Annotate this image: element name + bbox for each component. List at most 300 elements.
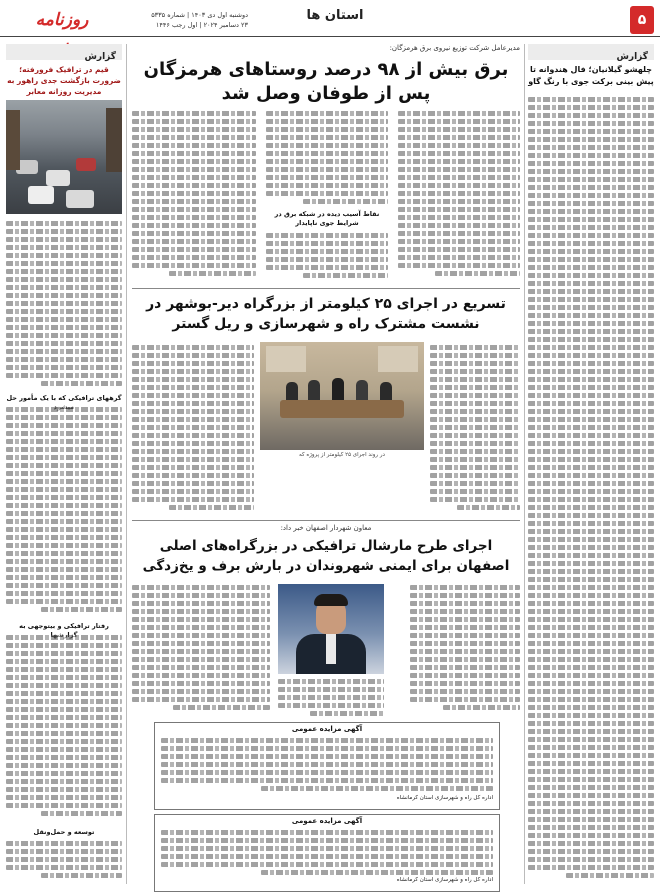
text-line xyxy=(528,105,654,110)
text-line xyxy=(410,673,520,678)
text-line xyxy=(528,841,654,846)
text-line xyxy=(6,415,122,420)
text-line xyxy=(6,423,122,428)
text-line xyxy=(132,135,256,140)
text-line xyxy=(161,778,493,783)
text-line xyxy=(566,873,654,878)
text-line xyxy=(266,257,388,262)
text-line xyxy=(6,479,122,484)
text-line xyxy=(278,687,384,692)
text-line xyxy=(528,369,654,374)
text-line xyxy=(6,787,122,792)
text-line xyxy=(132,231,256,236)
text-line xyxy=(398,239,520,244)
text-line xyxy=(161,862,493,867)
text-line xyxy=(132,441,254,446)
text-line xyxy=(398,263,520,268)
text-line xyxy=(6,795,122,800)
text-line xyxy=(266,191,388,196)
text-line xyxy=(398,183,520,188)
text-line xyxy=(410,633,520,638)
text-line xyxy=(132,143,256,148)
text-line xyxy=(6,583,122,588)
article-body-col3 xyxy=(132,344,254,514)
text-line xyxy=(528,521,654,526)
text-line xyxy=(528,97,654,102)
subhead: رفتار ترافیکی و بیتوجهی به xyxy=(19,622,109,630)
text-line xyxy=(528,121,654,126)
article-body-col3 xyxy=(132,584,270,718)
right-column xyxy=(528,44,654,884)
text-line xyxy=(266,127,388,132)
text-line xyxy=(6,333,122,338)
issue-info xyxy=(118,10,248,30)
text-line xyxy=(278,703,384,708)
text-line xyxy=(528,865,654,870)
text-line xyxy=(6,439,122,444)
text-line xyxy=(132,255,256,260)
text-line xyxy=(398,207,520,212)
text-line xyxy=(6,431,122,436)
text-line xyxy=(6,261,122,266)
text-line xyxy=(528,641,654,646)
text-line xyxy=(41,607,122,612)
text-line xyxy=(132,159,256,164)
text-line xyxy=(41,381,122,386)
text-line xyxy=(430,449,520,454)
text-line xyxy=(430,345,520,350)
text-line xyxy=(528,857,654,862)
text-line xyxy=(132,207,256,212)
text-line xyxy=(161,770,493,775)
text-line xyxy=(132,433,254,438)
text-line xyxy=(528,193,654,198)
text-line xyxy=(528,449,654,454)
text-line xyxy=(6,447,122,452)
text-line xyxy=(132,167,256,172)
text-line xyxy=(6,527,122,532)
text-line xyxy=(528,705,654,710)
text-line xyxy=(132,481,254,486)
text-line xyxy=(6,317,122,322)
text-line xyxy=(132,361,254,366)
text-line xyxy=(6,857,122,862)
text-line xyxy=(410,601,520,606)
text-line xyxy=(132,401,254,406)
text-line xyxy=(430,393,520,398)
text-line xyxy=(6,841,122,846)
text-line xyxy=(6,635,122,640)
notice-body xyxy=(161,737,493,793)
text-line xyxy=(6,651,122,656)
text-line xyxy=(132,263,256,268)
text-line xyxy=(528,377,654,382)
text-line xyxy=(528,129,654,134)
article-body-mid xyxy=(6,406,122,618)
photo-caption: در روند اجرای ۲۵ کیلومتر از پروژه که xyxy=(299,452,385,458)
text-line xyxy=(132,449,254,454)
text-line xyxy=(528,473,654,478)
text-line xyxy=(528,761,654,766)
text-line xyxy=(528,417,654,422)
text-line xyxy=(528,361,654,366)
text-line xyxy=(6,325,122,330)
notice-box xyxy=(154,814,500,892)
text-line xyxy=(132,223,256,228)
headline: اجرای طرح مارشال ترافیکی در بزرگراه‌های اصلی اصفهان برای ایمنی شهروندان در بارش برف و یخ‌زدگی xyxy=(142,538,510,574)
text-line xyxy=(528,649,654,654)
text-line xyxy=(6,487,122,492)
text-line xyxy=(132,585,270,590)
text-line xyxy=(528,345,654,350)
text-line xyxy=(261,870,493,875)
text-line xyxy=(132,119,256,124)
text-line xyxy=(528,537,654,542)
text-line xyxy=(528,505,654,510)
text-line xyxy=(266,151,388,156)
text-line xyxy=(528,265,654,270)
text-line xyxy=(528,241,654,246)
text-line xyxy=(528,425,654,430)
text-line xyxy=(266,111,388,116)
text-line xyxy=(266,167,388,172)
article-body xyxy=(528,96,654,884)
text-line xyxy=(132,625,270,630)
text-line xyxy=(303,199,388,204)
text-line xyxy=(6,691,122,696)
article-body-col1 xyxy=(410,584,520,714)
text-line xyxy=(528,313,654,318)
text-line xyxy=(6,667,122,672)
notice-title: آگهی مزایده عمومی xyxy=(291,725,363,733)
text-line xyxy=(6,301,122,306)
text-line xyxy=(410,649,520,654)
text-line xyxy=(6,463,122,468)
text-line xyxy=(430,457,520,462)
text-line xyxy=(132,473,254,478)
column-label xyxy=(528,44,654,60)
text-line xyxy=(310,711,384,716)
subhead: نقاط آسیب دیده در شبکه برق در شرایط جوی ناپایدار xyxy=(274,210,380,227)
text-line xyxy=(528,441,654,446)
text-line xyxy=(6,365,122,370)
article-body-top xyxy=(6,220,122,390)
text-line xyxy=(528,553,654,558)
text-line xyxy=(6,731,122,736)
text-line xyxy=(430,361,520,366)
text-line xyxy=(278,695,384,700)
article-body-col2b xyxy=(266,232,388,282)
text-line xyxy=(6,285,122,290)
text-line xyxy=(161,762,493,767)
text-line xyxy=(528,297,654,302)
text-line xyxy=(132,183,256,188)
text-line xyxy=(528,785,654,790)
issue-date-line-2: ۲۳ دسامبر ۲۰۲۴ | اول رجب ۱۴۴۶ xyxy=(155,21,248,29)
text-line xyxy=(266,119,388,124)
article-body-col2 xyxy=(278,678,384,718)
text-line xyxy=(528,689,654,694)
text-line xyxy=(6,675,122,680)
text-line xyxy=(398,167,520,172)
text-line xyxy=(6,269,122,274)
text-line xyxy=(528,409,654,414)
text-line xyxy=(132,633,270,638)
text-line xyxy=(132,127,256,132)
text-line xyxy=(6,803,122,808)
text-line xyxy=(132,353,254,358)
text-line xyxy=(132,239,256,244)
text-line xyxy=(132,657,270,662)
text-line xyxy=(132,345,254,350)
text-line xyxy=(398,119,520,124)
text-line xyxy=(528,273,654,278)
text-line xyxy=(398,215,520,220)
text-line xyxy=(398,199,520,204)
text-line xyxy=(398,191,520,196)
text-line xyxy=(528,609,654,614)
notice-title: آگهی مزایده عمومی xyxy=(291,817,363,825)
text-line xyxy=(398,135,520,140)
text-line xyxy=(6,519,122,524)
text-line xyxy=(132,425,254,430)
text-line xyxy=(528,849,654,854)
portrait-photo xyxy=(278,584,384,674)
text-line xyxy=(161,746,493,751)
text-line xyxy=(528,233,654,238)
text-line xyxy=(410,665,520,670)
text-line xyxy=(6,237,122,242)
text-line xyxy=(528,433,654,438)
text-line xyxy=(6,471,122,476)
article-body-col1 xyxy=(398,110,520,282)
text-line xyxy=(528,201,654,206)
text-line xyxy=(6,659,122,664)
text-line xyxy=(528,545,654,550)
main-area xyxy=(132,44,520,884)
text-line xyxy=(6,373,122,378)
subhead: توسعه و حمل‌ونقل xyxy=(33,828,95,836)
text-line xyxy=(132,369,254,374)
text-line xyxy=(430,489,520,494)
page-number-badge xyxy=(630,6,654,34)
text-line xyxy=(266,183,388,188)
text-line xyxy=(528,601,654,606)
text-line xyxy=(6,277,122,282)
text-line xyxy=(132,457,254,462)
text-line xyxy=(266,233,388,238)
logo-text: روزنامه xyxy=(35,10,89,30)
text-line xyxy=(528,617,654,622)
headline: تسریع در اجرای ۲۵ کیلومتر از بزرگراه دیر-بوشهر در نشست مشترک راه و شهرسازی و ریل گستر xyxy=(146,296,506,332)
text-line xyxy=(6,309,122,314)
text-line xyxy=(528,793,654,798)
text-line xyxy=(132,617,270,622)
text-line xyxy=(266,159,388,164)
text-line xyxy=(6,779,122,784)
text-line xyxy=(457,505,520,510)
text-line xyxy=(430,433,520,438)
text-line xyxy=(6,221,122,226)
text-line xyxy=(132,247,256,252)
text-line xyxy=(398,111,520,116)
newspaper-logo xyxy=(12,6,112,34)
text-line xyxy=(528,161,654,166)
text-line xyxy=(430,473,520,478)
text-line xyxy=(528,625,654,630)
text-line xyxy=(528,833,654,838)
text-line xyxy=(410,657,520,662)
text-line xyxy=(528,481,654,486)
text-line xyxy=(261,786,493,791)
text-line xyxy=(430,401,520,406)
text-line xyxy=(430,417,520,422)
text-line xyxy=(6,707,122,712)
text-line xyxy=(6,771,122,776)
text-line xyxy=(161,738,493,743)
text-line xyxy=(528,825,654,830)
text-line xyxy=(132,649,270,654)
text-line xyxy=(528,217,654,222)
section-title: استان ها xyxy=(306,8,364,23)
meeting-photo xyxy=(260,342,424,450)
text-line xyxy=(6,229,122,234)
text-line xyxy=(266,241,388,246)
text-line xyxy=(528,657,654,662)
text-line xyxy=(132,601,270,606)
text-line xyxy=(132,385,254,390)
text-line xyxy=(6,575,122,580)
text-line xyxy=(6,559,122,564)
text-line xyxy=(6,755,122,760)
text-line xyxy=(6,503,122,508)
text-line xyxy=(410,689,520,694)
text-line xyxy=(528,777,654,782)
text-line xyxy=(6,341,122,346)
text-line xyxy=(132,665,270,670)
text-line xyxy=(528,593,654,598)
text-line xyxy=(528,249,654,254)
text-line xyxy=(528,137,654,142)
text-line xyxy=(528,561,654,566)
column-label xyxy=(6,44,122,60)
text-line xyxy=(430,465,520,470)
text-line xyxy=(6,723,122,728)
text-line xyxy=(410,641,520,646)
text-line xyxy=(161,754,493,759)
text-line xyxy=(430,353,520,358)
text-line xyxy=(132,393,254,398)
traffic-photo xyxy=(6,100,122,214)
text-line xyxy=(132,697,270,702)
text-line xyxy=(528,513,654,518)
issue-date-line: دوشنبه اول دی ۱۴۰۳ | شماره ۵۳۳۵ xyxy=(151,11,248,19)
text-line xyxy=(132,191,256,196)
text-line xyxy=(266,249,388,254)
text-line xyxy=(528,281,654,286)
text-line xyxy=(528,337,654,342)
text-line xyxy=(161,846,493,851)
text-line xyxy=(528,289,654,294)
text-line xyxy=(266,143,388,148)
notice-box xyxy=(154,722,500,810)
article-body-end xyxy=(6,840,122,884)
text-line xyxy=(528,681,654,686)
text-line xyxy=(6,495,122,500)
text-line xyxy=(6,763,122,768)
text-line xyxy=(398,151,520,156)
text-line xyxy=(169,505,254,510)
text-line xyxy=(6,511,122,516)
text-line xyxy=(398,143,520,148)
text-line xyxy=(132,417,254,422)
text-line xyxy=(169,271,256,276)
article-body-col1 xyxy=(430,344,520,514)
text-line xyxy=(132,151,256,156)
text-line xyxy=(528,801,654,806)
text-line xyxy=(161,854,493,859)
text-line xyxy=(6,739,122,744)
text-line xyxy=(132,593,270,598)
text-line xyxy=(528,153,654,158)
article-body-low xyxy=(6,634,122,824)
text-line xyxy=(6,715,122,720)
text-line xyxy=(41,873,122,878)
text-line xyxy=(6,245,122,250)
text-line xyxy=(528,721,654,726)
notice-signature: اداره کل راه و شهرسازی استان کرمانشاه xyxy=(396,795,493,801)
text-line xyxy=(528,113,654,118)
article-headline: قیم در ترافیک فرورفته؛ ضرورت بازگشت جدی راهور به مدیریت روزانه معابر xyxy=(7,65,121,96)
text-line xyxy=(132,673,270,678)
text-line xyxy=(410,585,520,590)
text-line xyxy=(528,737,654,742)
text-line xyxy=(528,585,654,590)
text-line xyxy=(132,465,254,470)
text-line xyxy=(6,747,122,752)
text-line xyxy=(398,231,520,236)
masthead xyxy=(0,0,660,38)
text-line xyxy=(528,393,654,398)
text-line xyxy=(173,705,270,710)
text-line xyxy=(528,489,654,494)
text-line xyxy=(6,357,122,362)
text-line xyxy=(132,111,256,116)
text-line xyxy=(6,683,122,688)
text-line xyxy=(303,273,388,278)
article-body-col2 xyxy=(266,110,388,208)
text-line xyxy=(528,465,654,470)
text-line xyxy=(266,265,388,270)
text-line xyxy=(528,305,654,310)
text-line xyxy=(278,679,384,684)
text-line xyxy=(410,617,520,622)
text-line xyxy=(528,577,654,582)
text-line xyxy=(410,681,520,686)
text-line xyxy=(6,865,122,870)
text-line xyxy=(6,699,122,704)
text-line xyxy=(430,497,520,502)
text-line xyxy=(410,593,520,598)
text-line xyxy=(6,253,122,258)
text-line xyxy=(410,625,520,630)
text-line xyxy=(410,697,520,702)
text-line xyxy=(528,401,654,406)
text-line xyxy=(430,425,520,430)
text-line xyxy=(528,713,654,718)
article-headline: چلهشو گیلانیان؛ فال هندوانه تا پیش بینی برکت جوی با رنگ گاو xyxy=(528,65,654,86)
notice-body xyxy=(161,829,493,877)
